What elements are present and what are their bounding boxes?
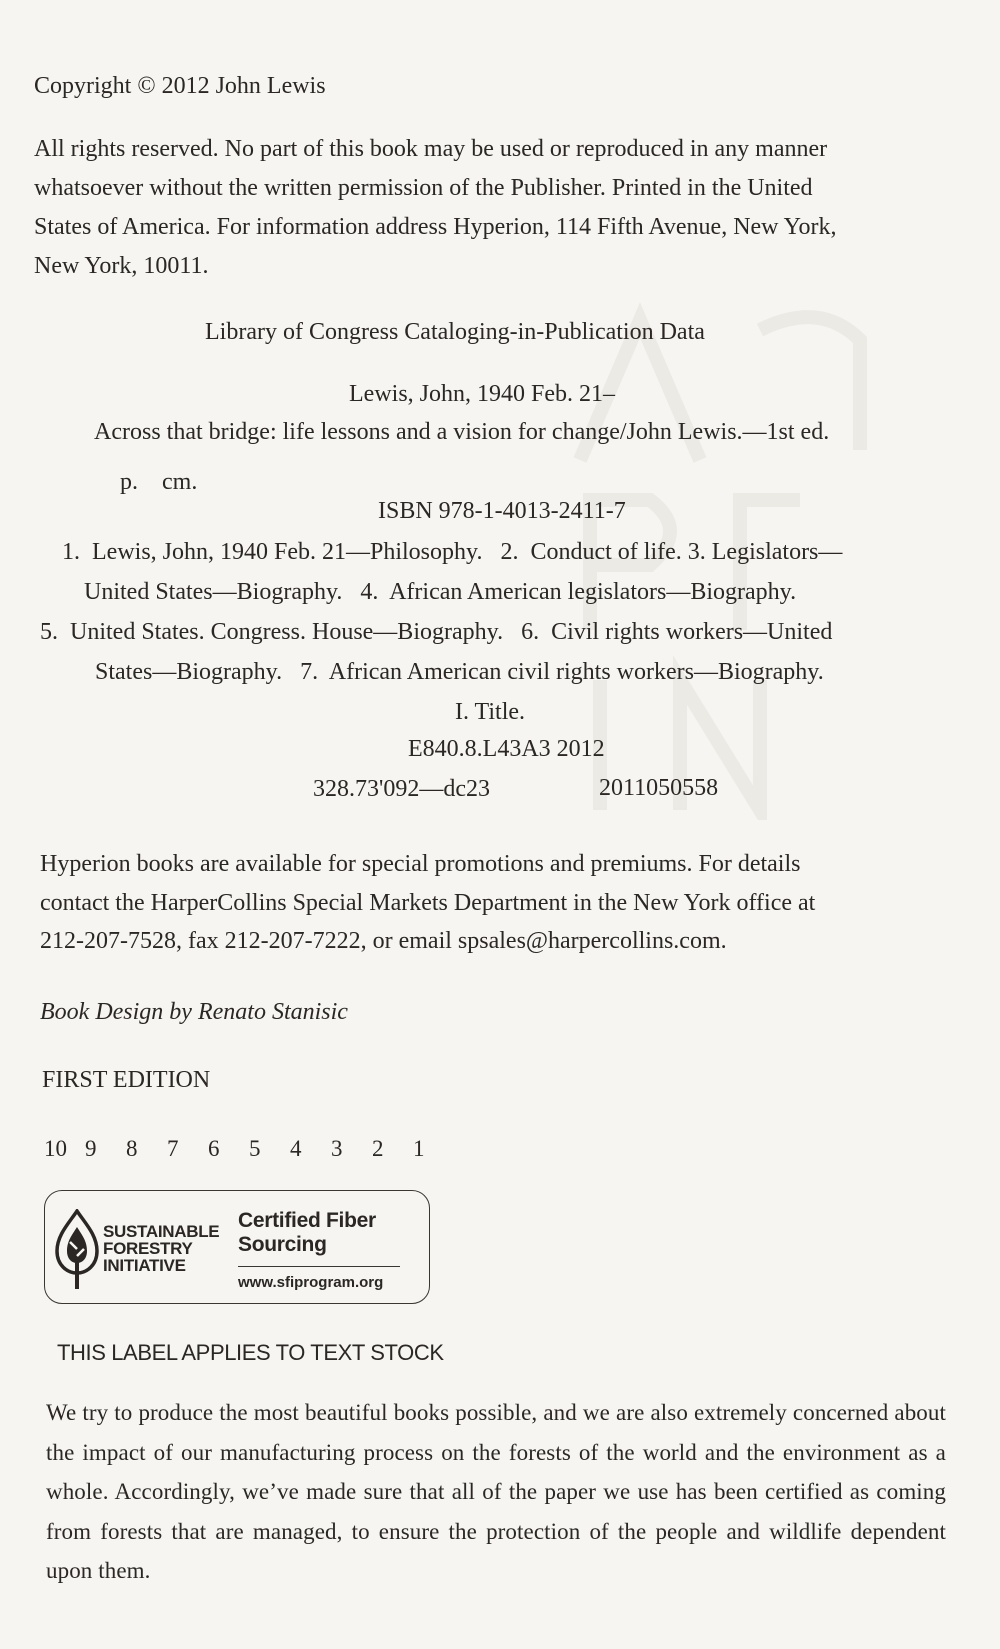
printing-number: 4 <box>290 1136 302 1161</box>
printing-number: 7 <box>167 1136 179 1161</box>
label-note: THIS LABEL APPLIES TO TEXT STOCK <box>57 1340 444 1365</box>
cip-title-entry: I. Title. <box>455 699 526 725</box>
cip-heading: Library of Congress Cataloging-in-Publication Data <box>205 319 705 345</box>
printing-number: 1 <box>413 1136 425 1161</box>
rights-line: All rights reserved. No part of this book may be used or reproduced in any manner <box>34 136 828 162</box>
printing-number: 10 <box>44 1136 67 1161</box>
divider <box>238 1266 400 1267</box>
cip-dewey: 328.73'092—dc23 <box>313 776 490 802</box>
cip-call-number: E840.8.L43A3 2012 <box>408 736 605 762</box>
promo-line: 212-207-7528, fax 212-207-7222, or email spsales@harpercollins.com. <box>40 928 727 954</box>
sfi-label <box>44 1190 430 1304</box>
printing-number: 6 <box>208 1136 220 1161</box>
sfi-certification: Certified Fiber Sourcing <box>238 1209 376 1256</box>
design-credit: Book Design by Renato Stanisic <box>40 999 348 1025</box>
cip-subject-line: 5. United States. Congress. House—Biography. 6. Civil rights workers—United <box>40 619 833 645</box>
sfi-url: www.sfiprogram.org <box>238 1274 384 1291</box>
promo-line: Hyperion books are available for special promotions and premiums. For details <box>40 851 801 877</box>
promo-line: contact the HarperCollins Special Markets Department in the New York office at <box>40 890 816 916</box>
printing-number: 8 <box>126 1136 138 1161</box>
cip-subject-line: 1. Lewis, John, 1940 Feb. 21—Philosophy. 2. Conduct of life. 3. Legislators— <box>62 539 843 565</box>
printing-number: 9 <box>85 1136 97 1161</box>
cip-lccn: 2011050558 <box>599 775 719 801</box>
rights-line: whatsoever without the written permission of the Publisher. Printed in the United <box>34 175 813 201</box>
printing-number: 2 <box>372 1136 384 1161</box>
printing-number: 5 <box>249 1136 261 1161</box>
copyright-line: Copyright © 2012 John Lewis <box>34 73 326 99</box>
environment-paragraph: We try to produce the most beautiful books possible, and we are also extremely concerned about the impact of our manufacturing process on the forests of the world and the environment as a whole. Accordingly, we’ve made sure that all of the paper we use has been certified as coming from forests that are managed, to ensure the protection of the people and wildlife dependent upon them. <box>46 1400 946 1583</box>
sfi-org-name: SUSTAINABLE FORESTRY INITIATIVE <box>103 1222 220 1275</box>
cip-pcm: p. cm. <box>120 469 198 495</box>
cip-subject-line: United States—Biography. 4. African American legislators—Biography. <box>84 579 797 605</box>
leaf-icon <box>55 1209 99 1296</box>
show-through-shape <box>560 300 940 845</box>
printing-number: 3 <box>331 1136 343 1161</box>
rights-line: New York, 10011. <box>34 253 209 279</box>
cip-author: Lewis, John, 1940 Feb. 21– <box>349 381 615 407</box>
cip-isbn: ISBN 978-1-4013-2411-7 <box>378 498 626 524</box>
rights-line: States of America. For information address Hyperion, 114 Fifth Avenue, New York, <box>34 214 837 240</box>
cip-title: Across that bridge: life lessons and a vision for change/John Lewis.—1st ed. <box>94 419 830 445</box>
printing-line <box>44 1136 454 1162</box>
edition-label: FIRST EDITION <box>42 1067 211 1093</box>
cip-subject-line: States—Biography. 7. African American civil rights workers—Biography. <box>95 659 824 685</box>
